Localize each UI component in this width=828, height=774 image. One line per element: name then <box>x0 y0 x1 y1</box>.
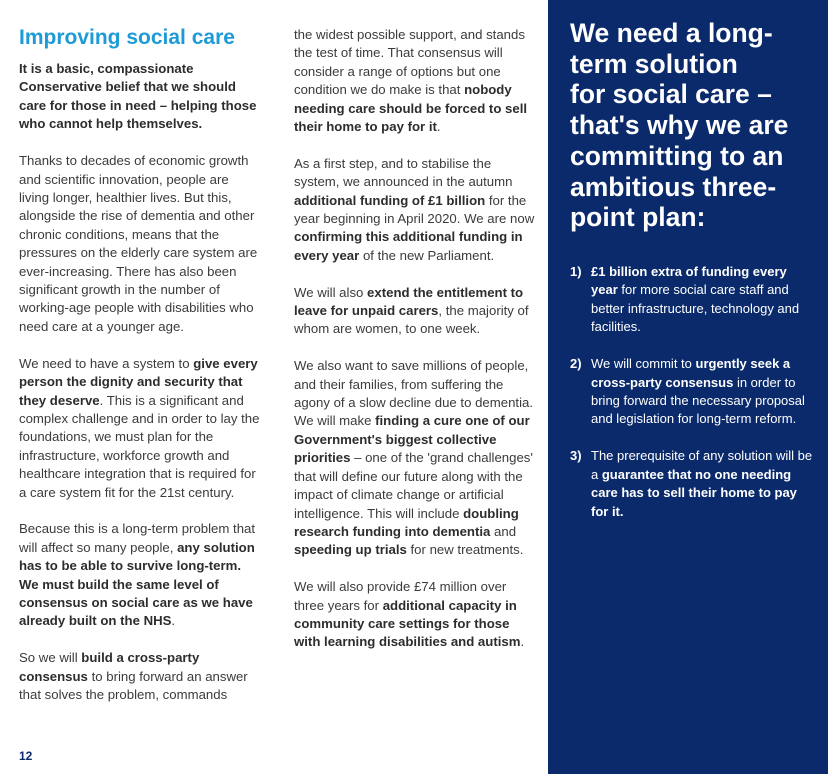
sidebar-title-line: that's why we are <box>570 110 789 141</box>
sidebar-title-line: We need a long- <box>570 18 773 48</box>
sidebar-title <box>570 18 820 233</box>
c1-paragraph-3: We need to have a system to give every person the dignity and security that they deserve. This is a significant and complex challenge and in order to lay the foundations, we must plan for the infrastructure, workforce growth and healthcare integration that is required for a care system fit for the 21st century. <box>19 355 260 500</box>
c1-paragraph-1: It is a basic, compassionate Conservative belief that we should care for those in need – helping those who cannot help themselves. <box>19 61 257 132</box>
c1-paragraph-2: Thanks to decades of economic growth and scientific innovation, people are living longer, healthier lives. But this, alongside the rise of dementia and other chronic conditions, means that the pressures on the elderly care system are ever-increasing. There has also been significant growth in the number of working-age people with disabilities who need care at a younger age. <box>19 153 258 334</box>
plan-item-2: 2) We will commit to urgently seek a cross-party consensus in order to bring forward the necessary proposal and legislation for long-term reform. <box>570 356 805 427</box>
plan-list <box>570 263 815 540</box>
sidebar-title-line: point plan: <box>570 202 706 233</box>
sidebar-panel <box>548 0 828 774</box>
c2-paragraph-3: We will also extend the entitlement to leave for unpaid carers, the majority of whom are women, to one week. <box>294 284 529 337</box>
column-2 <box>294 26 539 670</box>
plan-item-number: 3) <box>570 448 582 464</box>
sidebar-title-line: for social care – <box>570 79 772 110</box>
c1-paragraph-4: Because this is a long-term problem that will affect so many people, any solution has to be able to survive long-term. We must build the same level of consensus on social care as we have already built on the NHS. <box>19 521 256 629</box>
section-heading: Improving social care <box>19 26 235 49</box>
plan-item-3: 3) The prerequisite of any solution will be a guarantee that no one needing care has to sell their home to pay for it. <box>570 448 813 519</box>
page-number: 12 <box>19 749 33 763</box>
c2-paragraph-1: the widest possible support, and stands the test of time. That consensus will consider a range of options but one condition we do make is that nobody needing care should be forced to sell their home to pay for it. <box>294 27 528 135</box>
sidebar-title-line: term solution <box>570 48 738 79</box>
plan-item-1: 1) £1 billion extra of funding every year for more social care staff and better infrastructure, technology and facilities. <box>570 264 800 335</box>
c1-paragraph-5: So we will build a cross-party consensus to bring forward an answer that solves the problem, commands <box>19 650 248 703</box>
sidebar-title-line: committing to an <box>570 140 784 171</box>
column-1 <box>19 26 261 723</box>
plan-item-number: 2) <box>570 356 582 372</box>
sidebar-title-line: ambitious three- <box>570 171 777 202</box>
c2-paragraph-4: We also want to save millions of people, and their families, from suffering the agony of a slow decline due to dementia. We will make finding a cure one of our Government's biggest collective priorities – one of the 'grand challenges' that will define our future along with the impact of climate change or artificial intelligence. This will include doubling research funding into dementia and speeding up trials for new treatments. <box>294 358 533 558</box>
c2-paragraph-5: We will also provide £74 million over three years for additional capacity in community care settings for those with learning disabilities and autism. <box>294 579 525 650</box>
plan-item-number: 1) <box>570 264 582 279</box>
c2-paragraph-2: As a first step, and to stabilise the system, we announced in the autumn additional funding of £1 billion for the year beginning in April 2020. We are now confirming this additional funding in every year of the new Parliament. <box>294 155 535 263</box>
